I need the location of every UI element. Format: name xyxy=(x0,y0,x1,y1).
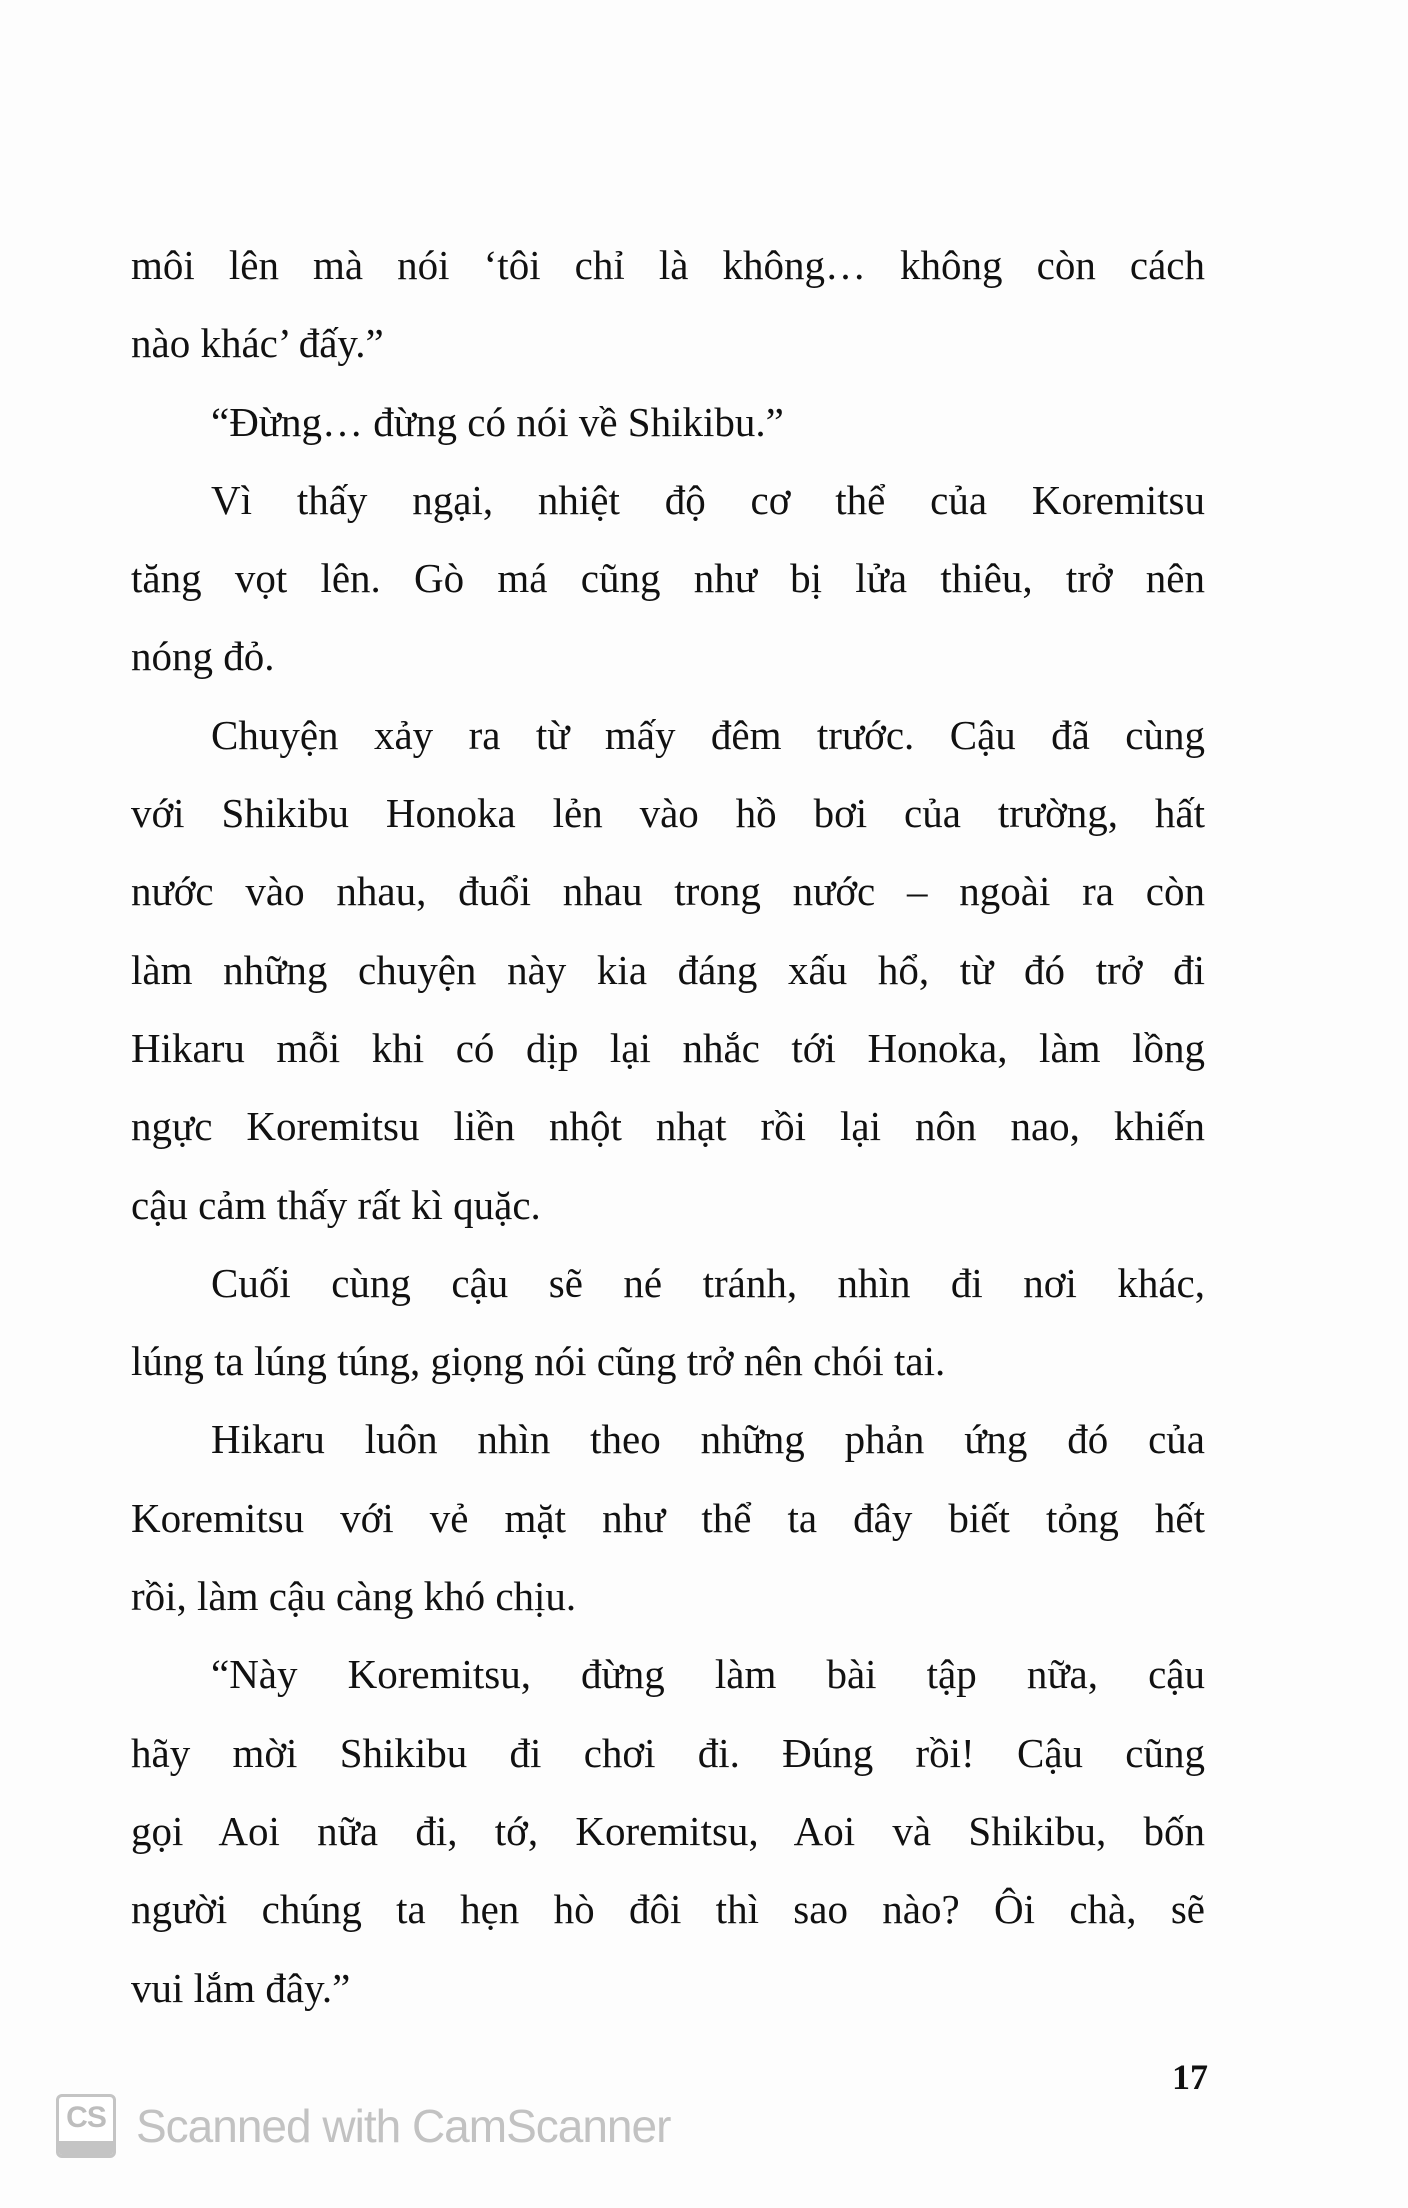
text-line: vui lắm đây.” xyxy=(131,1964,351,2011)
text-line: ngực Koremitsu liền nhột nhạt rồi lại nôn nao, khiến xyxy=(131,1103,1205,1150)
text-line: với Shikibu Honoka lẻn vào hồ bơi của trường, hất xyxy=(131,790,1205,837)
text-line: “Này Koremitsu, đừng làm bài tập nữa, cậu xyxy=(211,1651,1205,1698)
text-line: người chúng ta hẹn hò đôi thì sao nào? Ôi chà, sẽ xyxy=(131,1886,1205,1933)
text-line: Hikaru luôn nhìn theo những phản ứng đó của xyxy=(211,1416,1205,1463)
page-number: 17 xyxy=(1172,2057,1208,2097)
text-line: Hikaru mỗi khi có dịp lại nhắc tới Honoka, làm lồng xyxy=(131,1024,1205,1071)
watermark-text: Scanned with CamScanner xyxy=(136,2100,671,2152)
text-line: gọi Aoi nữa đi, tớ, Koremitsu, Aoi và Shikibu, bốn xyxy=(131,1807,1205,1854)
text-line: rồi, làm cậu càng khó chịu. xyxy=(131,1573,577,1620)
text-line: nào khác’ đấy.” xyxy=(131,320,384,367)
logo-text: CS xyxy=(66,2101,106,2134)
text-line: Chuyện xảy ra từ mấy đêm trước. Cậu đã cùng xyxy=(211,711,1205,758)
text-line: Cuối cùng cậu sẽ né tránh, nhìn đi nơi khác, xyxy=(211,1259,1205,1306)
text-line: lúng ta lúng túng, giọng nói cũng trở nên chói tai. xyxy=(131,1338,946,1385)
text-line: Koremitsu với vẻ mặt như thể ta đây biết tỏng hết xyxy=(131,1494,1205,1541)
text-line: “Đừng… đừng có nói về Shikibu.” xyxy=(211,398,784,445)
text-line: làm những chuyện này kia đáng xấu hổ, từ đó trở đi xyxy=(131,946,1205,993)
text-line: nước vào nhau, đuổi nhau trong nước – ngoài ra còn xyxy=(131,868,1205,915)
text-line: tăng vọt lên. Gò má cũng như bị lửa thiêu, trở nên xyxy=(131,555,1205,602)
text-line: hãy mời Shikibu đi chơi đi. Đúng rồi! Cậu cũng xyxy=(131,1729,1205,1776)
text-line: môi lên mà nói ‘tôi chỉ là không… không còn cách xyxy=(131,242,1205,288)
text-line: Vì thấy ngại, nhiệt độ cơ thể của Koremitsu xyxy=(211,476,1205,523)
text-line: cậu cảm thấy rất kì quặc. xyxy=(131,1181,541,1228)
camscanner-watermark xyxy=(56,2094,670,2158)
camscanner-logo-icon xyxy=(56,2094,116,2158)
body-text xyxy=(131,226,1205,2027)
text-line: nóng đỏ. xyxy=(131,633,275,680)
